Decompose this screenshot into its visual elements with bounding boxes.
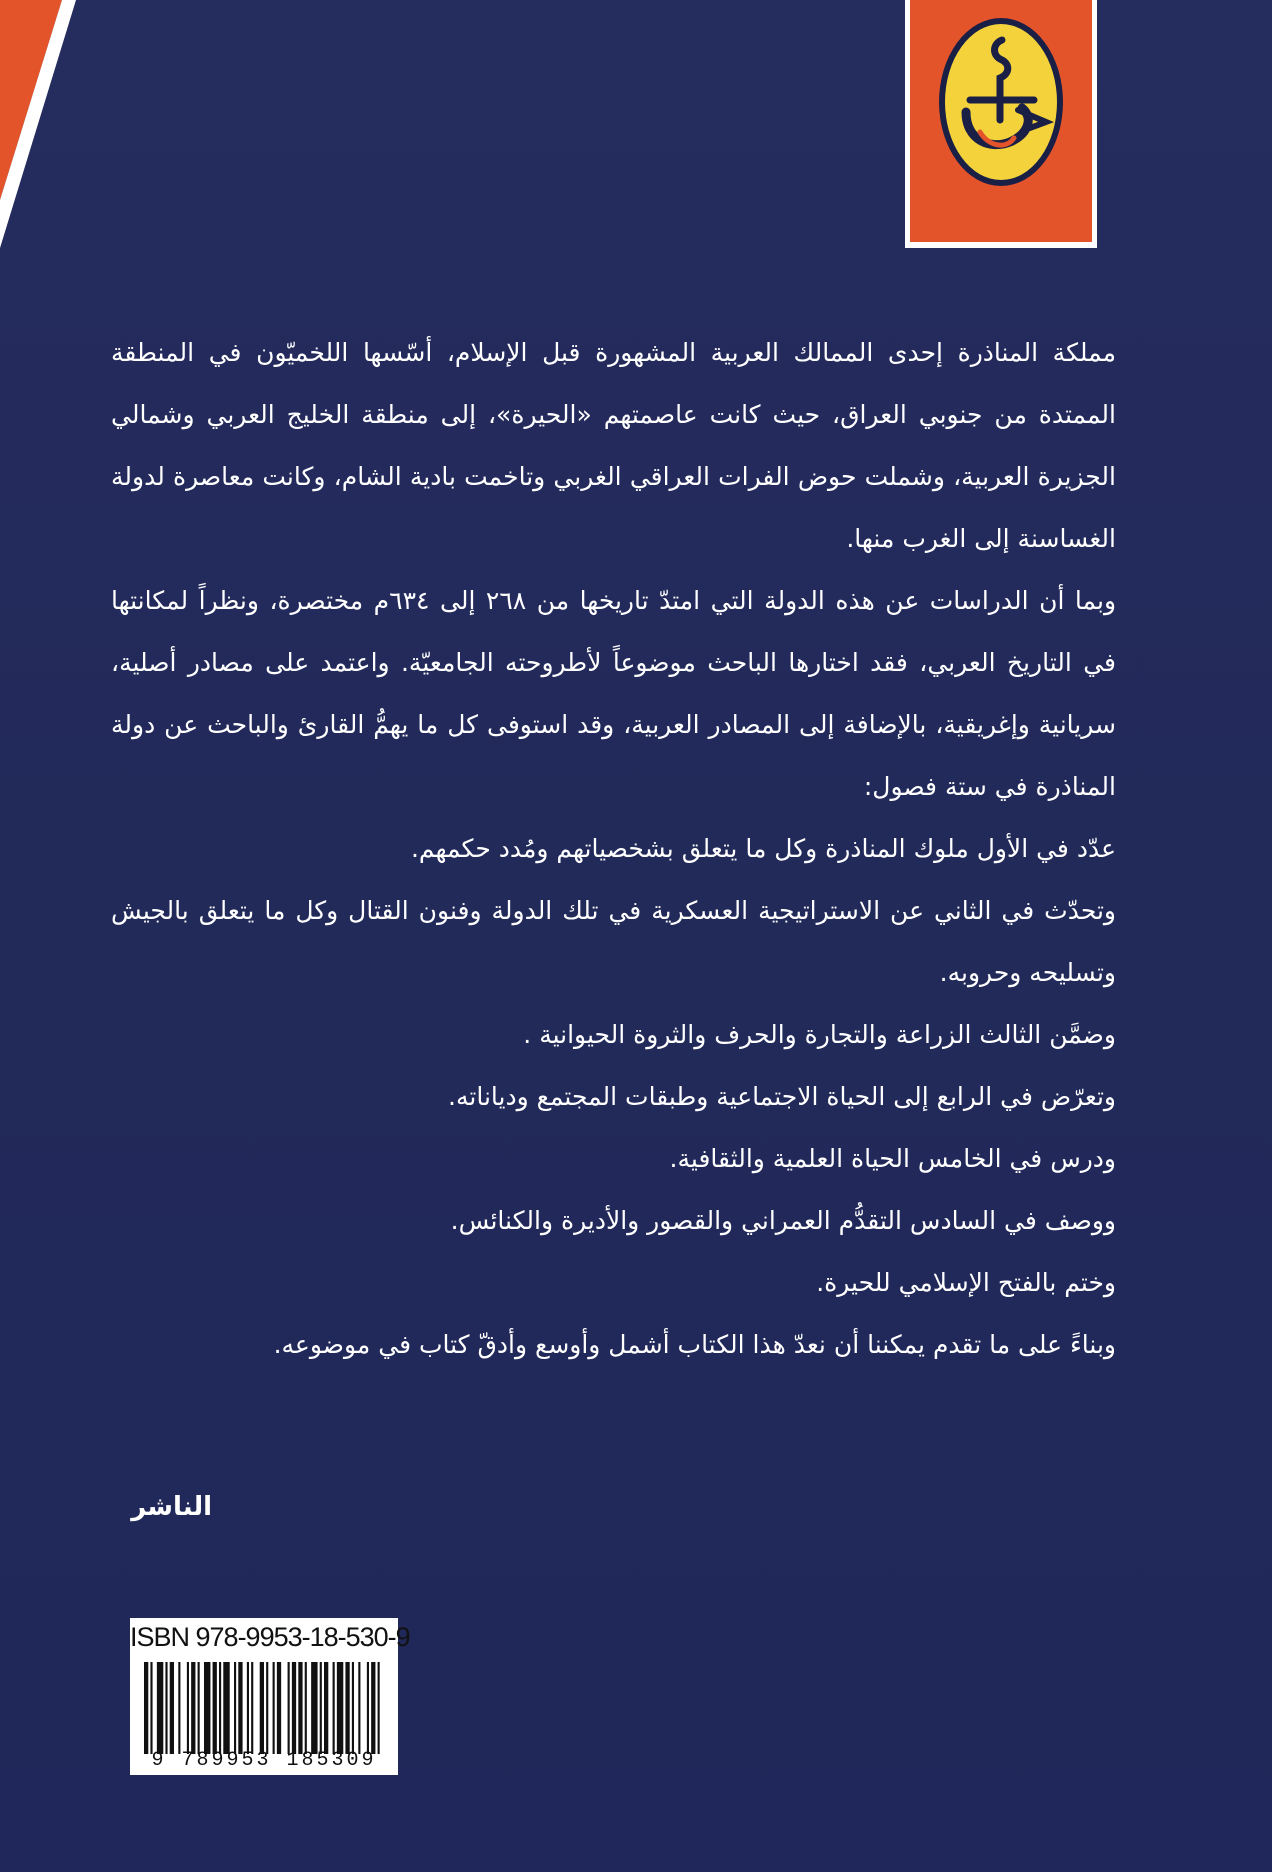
barcode-bar <box>320 1662 322 1754</box>
barcode-bar <box>277 1662 281 1754</box>
barcode-bar <box>170 1662 174 1754</box>
publisher-label: الناشر <box>131 1492 212 1522</box>
barcode-bar <box>178 1662 180 1754</box>
barcode-bar <box>358 1662 360 1754</box>
logo-emblem-icon <box>910 0 1092 242</box>
barcode-bar <box>371 1662 375 1754</box>
barcode-bar <box>247 1662 249 1754</box>
barcode-bar <box>150 1662 152 1754</box>
blurb-chapter-1: عدّد في الأول ملوك المناذرة وكل ما يتعلق بشخصياتهم ومُدد حكمهم. <box>410 834 1116 863</box>
barcode-bar <box>324 1662 328 1754</box>
corner-stripe-decoration <box>0 0 90 260</box>
barcode-bar <box>213 1662 217 1754</box>
barcode-bar <box>288 1662 290 1754</box>
barcode-bar <box>219 1662 221 1754</box>
blurb-summary: وبناءً على ما تقدم يمكننا أن نعدّ هذا الكتاب أشمل وأوسع وأدقّ كتاب في موضوعه. <box>273 1330 1116 1359</box>
barcode-bar <box>238 1662 242 1754</box>
isbn-barcode <box>130 1618 410 1775</box>
publisher-logo <box>905 0 1097 248</box>
blurb-chapter-2: وتحدّث في الثاني عن الاستراتيجية العسكرية في تلك الدولة وفنون القتال وكل ما يتعلق بالجيش وتسليحه وحروبه. <box>111 896 1116 987</box>
barcode-bar <box>260 1662 264 1754</box>
blurb-paragraph-intro: مملكة المناذرة إحدى الممالك العربية المشهورة قبل الإسلام، أسّسها اللخميّون في المنطقة الممتدة من جنوبي العراق، حيث كانت عاصمتهم «الحيرة»، إلى منطقة الخليج العربي وشمالي الجزيرة العربية، وشملت حوض الفرات العراقي الغربي وتاخمت بادية الشام، وكانت معاصرة لدولة الغساسنة إلى الغرب منها. <box>111 338 1116 553</box>
barcode-bar <box>337 1662 343 1754</box>
barcode-bar <box>378 1662 380 1754</box>
barcode-bar <box>367 1662 369 1754</box>
barcode-bar <box>305 1662 307 1754</box>
barcode-bar <box>165 1662 167 1754</box>
barcode-bar <box>157 1662 163 1754</box>
barcode-bar <box>273 1662 275 1754</box>
blurb-chapter-6: ووصف في السادس التقدُّم العمراني والقصور والأديرة والكنائس. <box>450 1206 1116 1235</box>
blurb-chapter-4: وتعرّض في الرابع إلى الحياة الاجتماعية وطبقات المجتمع ودياناته. <box>448 1082 1116 1111</box>
barcode-bar <box>187 1662 189 1754</box>
barcode-bars <box>144 1662 384 1754</box>
blurb-paragraph-scope: وبما أن الدراسات عن هذه الدولة التي امتدّ تاريخها من ٢٦٨ إلى ٦٣٤م مختصرة، ونظراً لمكانتها في التاريخ العربي، فقد اختارها الباحث موضوعاً لأطروحته الجامعيّة. واعتمد على مصادر أصلية، سريانية وإغريقية، بالإضافة إلى المصادر العربية، وقد استوفى كل ما يهمُّ القارئ والباحث عن دولة المناذرة في ستة فصول: <box>111 586 1117 801</box>
barcode-bar <box>251 1662 253 1754</box>
barcode-bar <box>345 1662 349 1754</box>
logo-orange-panel <box>910 0 1092 242</box>
barcode-bar <box>223 1662 229 1754</box>
barcode-bar <box>144 1662 148 1754</box>
barcode-bar <box>298 1662 302 1754</box>
barcode-digits: 9 789953 185309 <box>151 1749 377 1772</box>
back-cover-blurb <box>111 322 1116 1376</box>
barcode-bar <box>333 1662 335 1754</box>
blurb-conclusion: وختم بالفتح الإسلامي للحيرة. <box>816 1268 1116 1297</box>
barcode-bar <box>191 1662 195 1754</box>
barcode-bar <box>204 1662 210 1754</box>
barcode-bar <box>352 1662 354 1754</box>
blurb-chapter-3: وضمَّن الثالث الزراعة والتجارة والحرف والثروة الحيوانية . <box>523 1020 1116 1049</box>
barcode-bar <box>198 1662 200 1754</box>
barcode-bar <box>266 1662 268 1754</box>
barcode-bar <box>292 1662 296 1754</box>
barcode-bar <box>234 1662 236 1754</box>
blurb-chapter-5: ودرس في الخامس الحياة العلمية والثقافية. <box>669 1144 1116 1173</box>
isbn-text: ISBN 978-9953-18-530-9 <box>130 1622 410 1652</box>
barcode-bar <box>311 1662 317 1754</box>
